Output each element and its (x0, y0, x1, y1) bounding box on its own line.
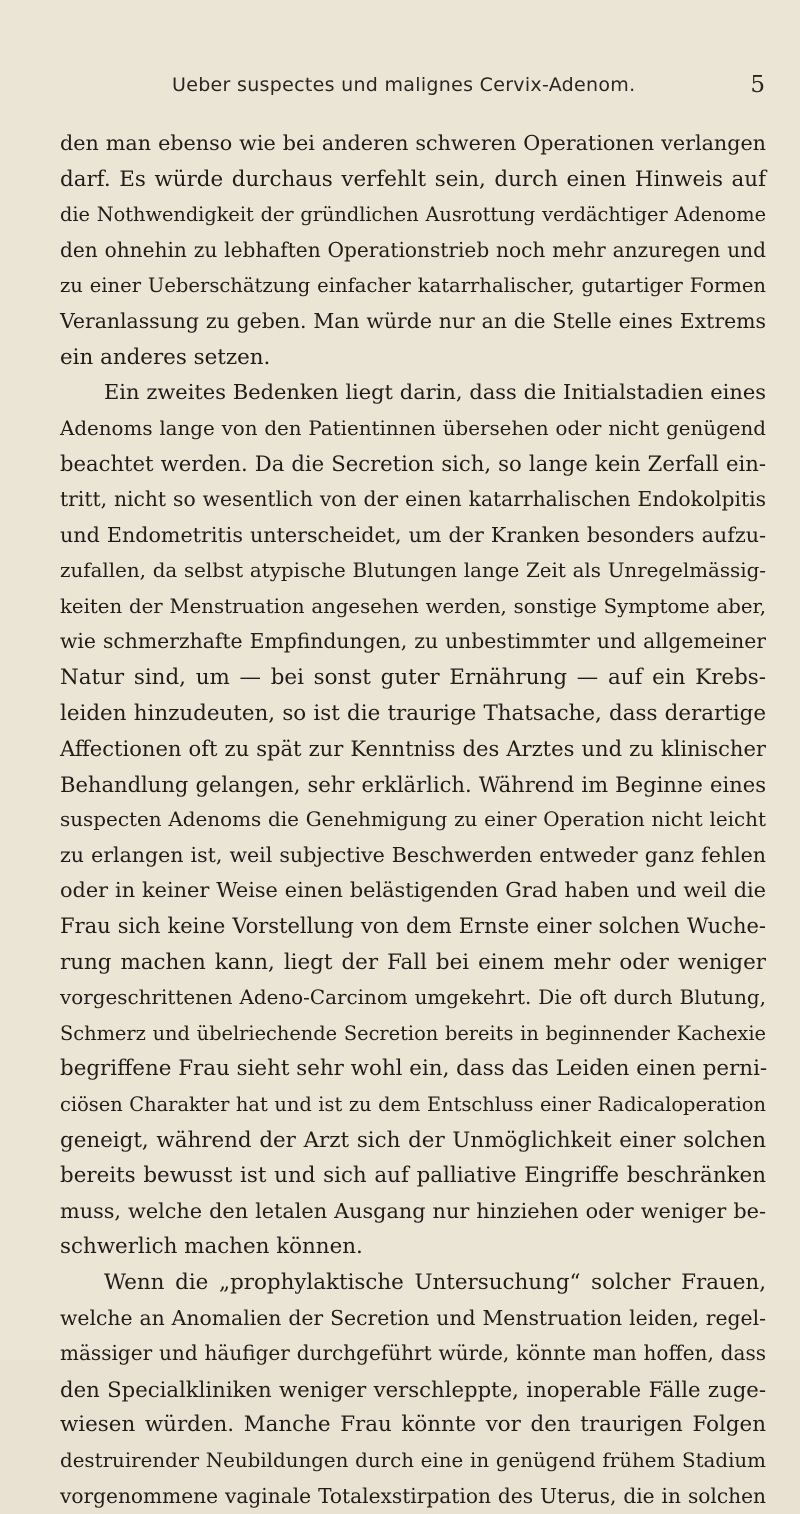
text-line: suspecten Adenoms die Genehmigung zu einer Operation nicht leicht (60, 808, 766, 832)
text-line: Schmerz und übelriechende Secretion bereits in beginnender Kachexie (60, 1021, 766, 1045)
page-number: 5 (750, 72, 765, 98)
text-line: muss, welche den letalen Ausgang nur hinziehen oder weniger be- (60, 1198, 766, 1223)
text-line: ein anderes setzen. (60, 344, 271, 370)
text-line: und Endometritis unterscheidet, um der Kranken besonders aufzu- (60, 522, 766, 547)
text-line: Adenoms lange von den Patientinnen übersehen oder nicht genügend (60, 416, 766, 440)
running-title: Ueber suspectes und malignes Cervix-Adenom. (172, 74, 636, 96)
text-line: tritt, nicht so wesentlich von der einen katarrhalischen Endokolpitis (60, 486, 766, 511)
text-line: den man ebenso wie bei anderen schweren Operationen verlangen (60, 131, 766, 155)
text-line: Affectionen oft zu spät zur Kenntniss des Arztes und zu klinischer (60, 736, 766, 762)
body-text (60, 126, 766, 1514)
text-line: leiden hinzudeuten, so ist die traurige Thatsache, dass derartige (60, 700, 766, 726)
text-line: oder in keiner Weise einen belästigenden Grad haben und weil die (60, 878, 766, 903)
text-line: Ein zweites Bedenken liegt darin, dass die Initialstadien eines (104, 380, 766, 405)
page-header (60, 72, 765, 106)
text-line: welche an Anomalien der Secretion und Menstruation leiden, regel- (60, 1305, 766, 1330)
text-line: rung machen kann, liegt der Fall bei einem mehr oder weniger (60, 949, 766, 975)
text-line: Wenn die „prophylaktische Untersuchung“ solcher Frauen, (104, 1270, 766, 1295)
text-line: den ohnehin zu lebhaften Operationstrieb noch mehr anzuregen und (60, 237, 766, 262)
text-line: wie schmerzhafte Empfindungen, zu unbestimmter und allgemeiner (60, 629, 766, 654)
text-line: darf. Es würde durchaus verfehlt sein, durch einen Hinweis auf (60, 166, 766, 192)
text-line: schwerlich machen können. (60, 1234, 363, 1260)
text-line: Behandlung gelangen, sehr erklärlich. Während im Beginne eines (60, 771, 766, 797)
text-line: beachtet werden. Da die Secretion sich, so lange kein Zerfall ein- (60, 451, 766, 477)
text-line: geneigt, während der Arzt sich der Unmöglichkeit einer solchen (60, 1127, 766, 1153)
text-line: zu erlangen ist, weil subjective Beschwerden entweder ganz fehlen (60, 842, 766, 867)
text-line: zu einer Ueberschätzung einfacher katarrhalischer, gutartiger Formen (60, 274, 766, 298)
text-line: Natur sind, um — bei sonst guter Ernährung — auf ein Krebs- (60, 664, 766, 690)
text-line: destruirender Neubildungen durch eine in genügend frühem Stadium (60, 1448, 766, 1472)
text-line: zufallen, da selbst atypische Blutungen lange Zeit als Unregelmässig- (60, 559, 766, 583)
text-line: den Specialkliniken weniger verschleppte, inoperable Fälle zuge- (60, 1376, 766, 1402)
text-line: Frau sich keine Vorstellung von dem Ernste einer solchen Wuche- (60, 914, 766, 939)
text-line: wiesen würden. Manche Frau könnte vor den traurigen Folgen (60, 1412, 766, 1438)
text-line: bereits bewusst ist und sich auf palliative Eingriffe beschränken (60, 1163, 766, 1189)
text-line: vorgenommene vaginale Totalexstirpation des Uterus, die in solchen (60, 1483, 766, 1508)
text-line: die Nothwendigkeit der gründlichen Ausrottung verdächtiger Adenome (60, 203, 766, 227)
text-line: vorgeschrittenen Adeno-Carcinom umgekehrt. Die oft durch Blutung, (60, 986, 766, 1010)
text-line: ciösen Charakter hat und ist zu dem Entschluss einer Radicaloperation (60, 1093, 766, 1117)
text-line: begriffene Frau sieht sehr wohl ein, dass das Leiden einen perni- (60, 1056, 768, 1082)
text-line: keiten der Menstruation angesehen werden, sonstige Symptome aber, (60, 594, 766, 618)
text-line: Veranlassung zu geben. Man würde nur an die Stelle eines Extrems (60, 308, 766, 333)
text-line: mässiger und häufiger durchgeführt würde, könnte man hoffen, dass (60, 1341, 766, 1366)
